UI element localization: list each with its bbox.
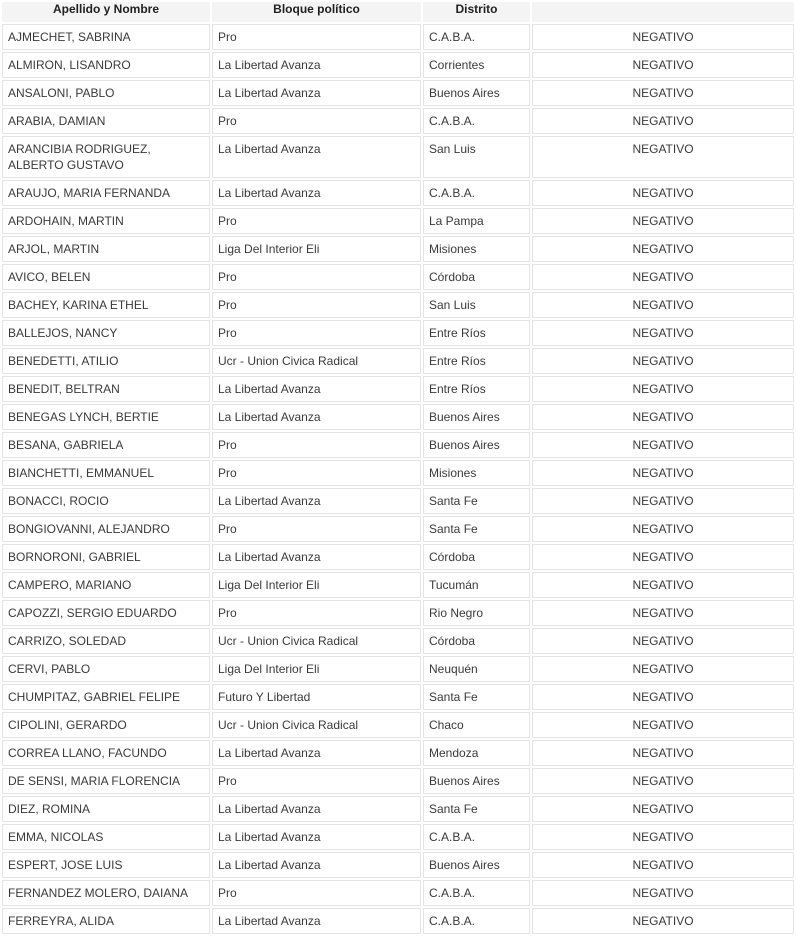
cell-name: BACHEY, KARINA ETHEL	[2, 292, 210, 318]
table-row	[2, 656, 794, 682]
cell-bloque: La Libertad Avanza	[212, 180, 421, 206]
cell-bloque: Pro	[212, 600, 421, 626]
cell-distrito: Entre Ríos	[423, 376, 530, 402]
cell-name: EMMA, NICOLAS	[2, 824, 210, 850]
cell-distrito: Corrientes	[423, 52, 530, 78]
cell-distrito: Buenos Aires	[423, 432, 530, 458]
table-row	[2, 572, 794, 598]
table-row	[2, 824, 794, 850]
cell-voto: NEGATIVO	[532, 264, 794, 290]
table-row	[2, 544, 794, 570]
cell-distrito: C.A.B.A.	[423, 908, 530, 934]
cell-distrito: San Luis	[423, 136, 530, 178]
table-body	[2, 24, 794, 934]
cell-name: CHUMPITAZ, GABRIEL FELIPE	[2, 684, 210, 710]
cell-name: ARDOHAIN, MARTIN	[2, 208, 210, 234]
cell-name: BONACCI, ROCIO	[2, 488, 210, 514]
table-row	[2, 208, 794, 234]
cell-bloque: Pro	[212, 292, 421, 318]
cell-bloque: Pro	[212, 880, 421, 906]
cell-name: BENEDETTI, ATILIO	[2, 348, 210, 374]
cell-voto: NEGATIVO	[532, 52, 794, 78]
cell-distrito: Buenos Aires	[423, 852, 530, 878]
cell-bloque: La Libertad Avanza	[212, 52, 421, 78]
table-row	[2, 432, 794, 458]
cell-voto: NEGATIVO	[532, 404, 794, 430]
cell-voto: NEGATIVO	[532, 796, 794, 822]
cell-voto: NEGATIVO	[532, 516, 794, 542]
cell-name: CAMPERO, MARIANO	[2, 572, 210, 598]
cell-bloque: La Libertad Avanza	[212, 136, 421, 178]
table-row	[2, 908, 794, 934]
table-row	[2, 180, 794, 206]
cell-name: BORNORONI, GABRIEL	[2, 544, 210, 570]
cell-distrito: Entre Ríos	[423, 348, 530, 374]
cell-distrito: Santa Fe	[423, 516, 530, 542]
cell-bloque: Pro	[212, 108, 421, 134]
cell-voto: NEGATIVO	[532, 824, 794, 850]
table-row	[2, 460, 794, 486]
cell-voto: NEGATIVO	[532, 376, 794, 402]
cell-voto: NEGATIVO	[532, 292, 794, 318]
cell-distrito: C.A.B.A.	[423, 108, 530, 134]
cell-voto: NEGATIVO	[532, 572, 794, 598]
cell-distrito: C.A.B.A.	[423, 880, 530, 906]
cell-name: BENEGAS LYNCH, BERTIE	[2, 404, 210, 430]
cell-voto: NEGATIVO	[532, 628, 794, 654]
table-row	[2, 52, 794, 78]
cell-distrito: Neuquén	[423, 656, 530, 682]
cell-bloque: Liga Del Interior Eli	[212, 572, 421, 598]
cell-bloque: La Libertad Avanza	[212, 544, 421, 570]
cell-voto: NEGATIVO	[532, 712, 794, 738]
cell-distrito: Buenos Aires	[423, 80, 530, 106]
cell-bloque: Pro	[212, 768, 421, 794]
cell-bloque: La Libertad Avanza	[212, 740, 421, 766]
cell-voto: NEGATIVO	[532, 348, 794, 374]
table-row	[2, 404, 794, 430]
cell-bloque: La Libertad Avanza	[212, 852, 421, 878]
cell-voto: NEGATIVO	[532, 208, 794, 234]
cell-bloque: Pro	[212, 432, 421, 458]
cell-voto: NEGATIVO	[532, 80, 794, 106]
cell-name: FERNANDEZ MOLERO, DAIANA	[2, 880, 210, 906]
cell-name: DE SENSI, MARIA FLORENCIA	[2, 768, 210, 794]
cell-voto: NEGATIVO	[532, 544, 794, 570]
cell-voto: NEGATIVO	[532, 684, 794, 710]
cell-bloque: Pro	[212, 24, 421, 50]
cell-distrito: Tucumán	[423, 572, 530, 598]
table-row	[2, 80, 794, 106]
cell-voto: NEGATIVO	[532, 460, 794, 486]
cell-voto: NEGATIVO	[532, 432, 794, 458]
table-row	[2, 796, 794, 822]
cell-voto: NEGATIVO	[532, 880, 794, 906]
cell-name: CERVI, PABLO	[2, 656, 210, 682]
table-row	[2, 24, 794, 50]
cell-distrito: Córdoba	[423, 544, 530, 570]
column-header-voto[interactable]	[532, 2, 794, 22]
cell-voto: NEGATIVO	[532, 136, 794, 178]
cell-distrito: Santa Fe	[423, 796, 530, 822]
cell-bloque: Ucr - Union Civica Radical	[212, 712, 421, 738]
cell-name: ALMIRON, LISANDRO	[2, 52, 210, 78]
cell-name: BONGIOVANNI, ALEJANDRO	[2, 516, 210, 542]
cell-voto: NEGATIVO	[532, 768, 794, 794]
cell-bloque: Liga Del Interior Eli	[212, 236, 421, 262]
table-row	[2, 516, 794, 542]
table-row	[2, 768, 794, 794]
cell-name: ARABIA, DAMIAN	[2, 108, 210, 134]
cell-voto: NEGATIVO	[532, 600, 794, 626]
table-row	[2, 236, 794, 262]
cell-name: ARJOL, MARTIN	[2, 236, 210, 262]
cell-bloque: Pro	[212, 516, 421, 542]
table-row	[2, 712, 794, 738]
cell-distrito: Entre Ríos	[423, 320, 530, 346]
cell-distrito: Rio Negro	[423, 600, 530, 626]
table-row	[2, 488, 794, 514]
cell-bloque: La Libertad Avanza	[212, 80, 421, 106]
cell-bloque: La Libertad Avanza	[212, 376, 421, 402]
cell-bloque: Ucr - Union Civica Radical	[212, 348, 421, 374]
cell-name: BESANA, GABRIELA	[2, 432, 210, 458]
cell-distrito: C.A.B.A.	[423, 24, 530, 50]
table-row	[2, 880, 794, 906]
cell-voto: NEGATIVO	[532, 180, 794, 206]
cell-name: CARRIZO, SOLEDAD	[2, 628, 210, 654]
table-row	[2, 292, 794, 318]
table-header-row	[2, 2, 794, 22]
cell-name: ARAUJO, MARIA FERNANDA	[2, 180, 210, 206]
table-row	[2, 320, 794, 346]
cell-distrito: Misiones	[423, 460, 530, 486]
cell-bloque: Pro	[212, 460, 421, 486]
cell-voto: NEGATIVO	[532, 740, 794, 766]
table-row	[2, 740, 794, 766]
cell-bloque: Pro	[212, 208, 421, 234]
cell-name: ARANCIBIA RODRIGUEZ, ALBERTO GUSTAVO	[2, 136, 210, 178]
table-row	[2, 376, 794, 402]
cell-bloque: La Libertad Avanza	[212, 488, 421, 514]
cell-distrito: Santa Fe	[423, 684, 530, 710]
cell-bloque: Ucr - Union Civica Radical	[212, 628, 421, 654]
cell-name: DIEZ, ROMINA	[2, 796, 210, 822]
table-row	[2, 684, 794, 710]
cell-name: ANSALONI, PABLO	[2, 80, 210, 106]
cell-voto: NEGATIVO	[532, 656, 794, 682]
cell-distrito: Córdoba	[423, 264, 530, 290]
cell-bloque: La Libertad Avanza	[212, 824, 421, 850]
cell-bloque: Pro	[212, 264, 421, 290]
column-header-bloque[interactable]: Bloque político	[212, 2, 421, 22]
table-row	[2, 600, 794, 626]
cell-bloque: La Libertad Avanza	[212, 908, 421, 934]
cell-distrito: Córdoba	[423, 628, 530, 654]
cell-voto: NEGATIVO	[532, 488, 794, 514]
cell-distrito: Chaco	[423, 712, 530, 738]
cell-distrito: Misiones	[423, 236, 530, 262]
cell-name: CORREA LLANO, FACUNDO	[2, 740, 210, 766]
cell-distrito: Buenos Aires	[423, 404, 530, 430]
cell-name: BENEDIT, BELTRAN	[2, 376, 210, 402]
table-row	[2, 264, 794, 290]
table-row	[2, 852, 794, 878]
column-header-name[interactable]: Apellido y Nombre	[2, 2, 210, 22]
cell-voto: NEGATIVO	[532, 852, 794, 878]
table-row	[2, 348, 794, 374]
table-row	[2, 108, 794, 134]
cell-distrito: C.A.B.A.	[423, 180, 530, 206]
cell-voto: NEGATIVO	[532, 236, 794, 262]
cell-voto: NEGATIVO	[532, 24, 794, 50]
cell-bloque: Pro	[212, 320, 421, 346]
column-header-distrito[interactable]: Distrito	[423, 2, 530, 22]
cell-name: CIPOLINI, GERARDO	[2, 712, 210, 738]
cell-name: FERREYRA, ALIDA	[2, 908, 210, 934]
cell-name: BIANCHETTI, EMMANUEL	[2, 460, 210, 486]
cell-distrito: Santa Fe	[423, 488, 530, 514]
cell-bloque: La Libertad Avanza	[212, 404, 421, 430]
table-row	[2, 628, 794, 654]
cell-name: AJMECHET, SABRINA	[2, 24, 210, 50]
cell-name: ESPERT, JOSE LUIS	[2, 852, 210, 878]
cell-distrito: Mendoza	[423, 740, 530, 766]
cell-voto: NEGATIVO	[532, 320, 794, 346]
cell-distrito: San Luis	[423, 292, 530, 318]
cell-bloque: Liga Del Interior Eli	[212, 656, 421, 682]
cell-name: AVICO, BELEN	[2, 264, 210, 290]
cell-bloque: La Libertad Avanza	[212, 796, 421, 822]
cell-voto: NEGATIVO	[532, 108, 794, 134]
cell-distrito: La Pampa	[423, 208, 530, 234]
cell-distrito: C.A.B.A.	[423, 824, 530, 850]
cell-name: CAPOZZI, SERGIO EDUARDO	[2, 600, 210, 626]
cell-bloque: Futuro Y Libertad	[212, 684, 421, 710]
cell-voto: NEGATIVO	[532, 908, 794, 934]
cell-distrito: Buenos Aires	[423, 768, 530, 794]
cell-name: BALLEJOS, NANCY	[2, 320, 210, 346]
table-row	[2, 136, 794, 178]
